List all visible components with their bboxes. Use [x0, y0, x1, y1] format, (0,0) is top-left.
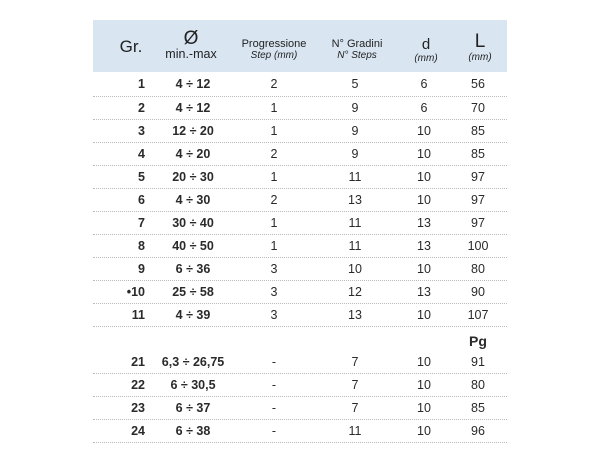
cell-steps: 11 — [348, 216, 362, 230]
cell-d: 10 — [417, 193, 431, 207]
cell-l: 85 — [471, 147, 485, 161]
cell-progression: 2 — [270, 147, 278, 161]
cell-steps: 9 — [351, 124, 359, 138]
diameter-symbol: Ø — [183, 28, 199, 49]
header-steps-label: N° Gradini — [331, 38, 383, 50]
table-row — [93, 143, 507, 166]
cell-l: 56 — [471, 77, 485, 91]
header-progression-sub: Step (mm) — [250, 50, 298, 61]
cell-diameter: 6 ÷ 30,5 — [170, 378, 216, 392]
header-l-label: L — [474, 31, 486, 52]
header-group — [111, 20, 151, 72]
cell-l: 100 — [467, 239, 489, 253]
header-length — [453, 20, 507, 72]
cell-progression: 2 — [270, 193, 278, 207]
table-row — [93, 189, 507, 212]
cell-group: 6 — [138, 193, 145, 207]
cell-diameter: 25 ÷ 58 — [172, 285, 214, 299]
cell-progression: 1 — [270, 101, 278, 115]
cell-diameter: 40 ÷ 50 — [172, 239, 214, 253]
table-row — [93, 97, 507, 120]
cell-progression: - — [271, 355, 277, 369]
cell-progression: 1 — [270, 170, 278, 184]
cell-progression: 1 — [270, 216, 278, 230]
table-row — [93, 120, 507, 143]
cell-l: 91 — [471, 355, 485, 369]
cell-d: 10 — [417, 147, 431, 161]
header-diameter — [149, 20, 233, 72]
cell-group: 11 — [131, 308, 145, 322]
pg-label: Pg — [469, 333, 487, 349]
table-row — [93, 304, 507, 327]
cell-diameter: 6 ÷ 36 — [175, 262, 211, 276]
cell-group: 4 — [138, 147, 145, 161]
cell-d: 10 — [417, 262, 431, 276]
cell-diameter: 6 ÷ 38 — [175, 424, 211, 438]
cell-steps: 11 — [348, 424, 362, 438]
cell-group: 3 — [138, 124, 145, 138]
cell-group: 9 — [138, 262, 145, 276]
cell-d: 10 — [417, 378, 431, 392]
cell-steps: 7 — [351, 378, 359, 392]
cell-group: 21 — [131, 355, 145, 369]
table-row — [93, 166, 507, 189]
cell-diameter: 12 ÷ 20 — [172, 124, 214, 138]
cell-progression: - — [271, 401, 277, 415]
cell-diameter: 4 ÷ 30 — [175, 193, 211, 207]
cell-progression: 1 — [270, 124, 278, 138]
cell-progression: 2 — [270, 77, 278, 91]
cell-steps: 5 — [351, 77, 359, 91]
header-progression-label: Progressione — [241, 38, 307, 50]
cell-progression: - — [271, 378, 277, 392]
cell-group: 5 — [138, 170, 145, 184]
table-header — [93, 20, 507, 72]
cell-d: 10 — [417, 355, 431, 369]
cell-l: 70 — [471, 101, 485, 115]
header-group-label: Gr. — [119, 37, 143, 56]
cell-l: 80 — [471, 378, 485, 392]
cell-d: 10 — [417, 124, 431, 138]
cell-progression: 3 — [270, 285, 278, 299]
table-row — [93, 420, 507, 443]
cell-diameter: 30 ÷ 40 — [172, 216, 214, 230]
table-row — [93, 212, 507, 235]
cell-d: 6 — [420, 77, 428, 91]
header-progression — [233, 20, 315, 72]
cell-l: 97 — [471, 216, 485, 230]
header-d-sub: (mm) — [414, 53, 438, 64]
cell-diameter: 20 ÷ 30 — [172, 170, 214, 184]
cell-steps: 7 — [351, 401, 359, 415]
cell-steps: 13 — [348, 308, 362, 322]
cell-l: 107 — [467, 308, 489, 322]
table-row — [93, 351, 507, 374]
cell-progression: 1 — [270, 239, 278, 253]
cell-d: 10 — [417, 401, 431, 415]
cell-progression: 3 — [270, 262, 278, 276]
table-row — [93, 397, 507, 420]
cell-group: 23 — [131, 401, 145, 415]
cell-l: 85 — [471, 124, 485, 138]
table-row — [93, 374, 507, 397]
header-shank-diameter — [399, 20, 453, 72]
cell-steps: 10 — [348, 262, 362, 276]
cell-l: 97 — [471, 170, 485, 184]
cell-progression: 3 — [270, 308, 278, 322]
cell-diameter: 4 ÷ 12 — [175, 101, 211, 115]
cell-steps: 12 — [348, 285, 362, 299]
cell-steps: 9 — [351, 101, 359, 115]
cell-steps: 7 — [351, 355, 359, 369]
cell-l: 85 — [471, 401, 485, 415]
cell-group: 2 — [138, 101, 145, 115]
header-d-label: d — [421, 36, 431, 53]
cell-progression: - — [271, 424, 277, 438]
cell-d: 10 — [417, 308, 431, 322]
cell-group: •10 — [126, 285, 145, 299]
table-row — [93, 72, 507, 97]
table-body — [93, 72, 507, 443]
cell-steps: 11 — [348, 170, 362, 184]
cell-l: 97 — [471, 193, 485, 207]
cell-group: 1 — [138, 77, 145, 91]
cell-diameter: 4 ÷ 20 — [175, 147, 211, 161]
header-diameter-label: min.-max — [165, 47, 217, 61]
cell-steps: 11 — [348, 239, 362, 253]
header-steps — [315, 20, 399, 72]
cell-steps: 13 — [348, 193, 362, 207]
cell-diameter: 4 ÷ 39 — [175, 308, 211, 322]
cell-group: 7 — [138, 216, 145, 230]
cell-d: 13 — [417, 216, 431, 230]
cell-diameter: 4 ÷ 12 — [175, 77, 211, 91]
table-row — [93, 235, 507, 258]
header-l-sub: (mm) — [468, 52, 492, 63]
cell-d: 13 — [417, 285, 431, 299]
header-steps-sub: N° Steps — [337, 50, 377, 61]
cell-diameter: 6 ÷ 37 — [175, 401, 211, 415]
cell-d: 10 — [417, 170, 431, 184]
cell-group: 22 — [131, 378, 145, 392]
table-row — [93, 258, 507, 281]
cell-l: 80 — [471, 262, 485, 276]
cell-group: 24 — [131, 424, 145, 438]
cell-d: 6 — [420, 101, 428, 115]
cell-group: 8 — [138, 239, 145, 253]
cell-d: 13 — [417, 239, 431, 253]
pg-section-header — [93, 327, 507, 351]
table-row — [93, 281, 507, 304]
cell-d: 10 — [417, 424, 431, 438]
cell-l: 90 — [471, 285, 485, 299]
cell-steps: 9 — [351, 147, 359, 161]
cell-diameter: 6,3 ÷ 26,75 — [161, 355, 225, 369]
cell-l: 96 — [471, 424, 485, 438]
step-drill-table — [93, 20, 507, 443]
